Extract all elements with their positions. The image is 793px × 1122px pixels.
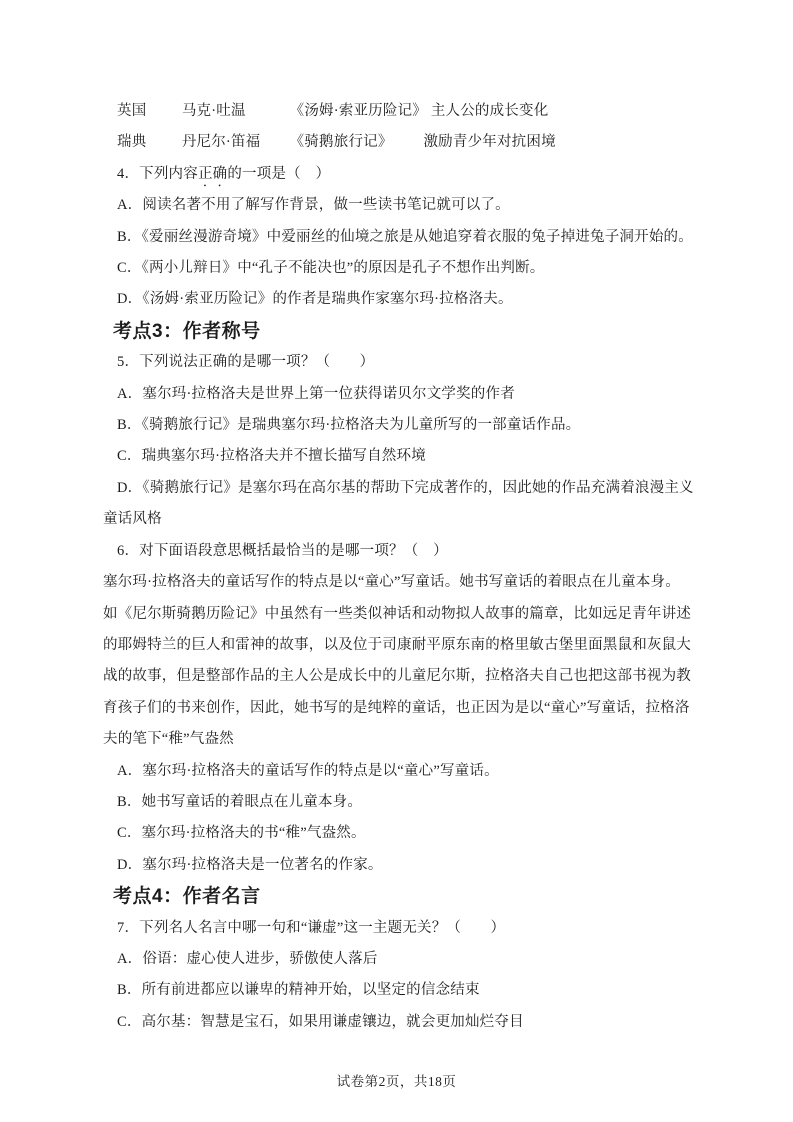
book-info-row	[117, 96, 701, 127]
passage-line: 战的故事，但是整部作品的主人公是成长中的儿童尼尔斯，拉格洛夫自己也把这部书视为教	[103, 668, 691, 685]
book-title-cell: 《骑鹅旅行记》	[289, 134, 393, 151]
question-4-option-c: C．《两小儿辩日》中“孔子不能决也”的原因是孔子不想作出判断。	[117, 260, 545, 277]
question-6-option-d: D．塞尔玛·拉格洛夫是一位著名的作家。	[117, 856, 383, 873]
question-4-option-d: D．《汤姆·索亚历险记》的作者是瑞典作家塞尔玛·拉格洛夫。	[117, 291, 513, 308]
passage-line: 育孩子们的书来创作，因此，她书写的是纯粹的童话，也正因为是以“童心”写童话，拉格洛	[103, 699, 690, 716]
question-4-stem	[117, 159, 701, 190]
passage-line: 夫的笔下“稚”气盎然	[103, 731, 234, 748]
theme-cell: 激励青少年对抗困境	[423, 134, 556, 151]
question-7-stem: 7．下列名人名言中哪一句和“谦虚”这一主题无关？（ ）	[117, 919, 506, 936]
question-6-stem: 6．对下面语段意思概括最恰当的是哪一项？（ ）	[117, 542, 448, 559]
section-heading-4: 考点4：作者名言	[113, 886, 261, 908]
question-5-option-d-wrap: 童话风格	[103, 511, 162, 528]
section-heading-3: 考点3：作者称号	[113, 320, 261, 342]
passage-line: 的耶姆特兰的巨人和雷神的故事，以及位于司康耐平原东南的格里敏古堡里面黑鼠和灰鼠大	[103, 636, 691, 653]
question-4-option-a: A．阅读名著不用了解写作背景，做一些读书笔记就可以了。	[117, 197, 510, 214]
country-cell: 瑞典	[117, 134, 147, 151]
question-6-option-a: A．塞尔玛·拉格洛夫的童话写作的特点是以“童心”写童话。	[117, 762, 499, 779]
author-cell: 马克·吐温	[181, 103, 246, 119]
author-cell: 丹尼尔·笛福	[181, 134, 261, 151]
passage-line: 如《尼尔斯骑鹅历险记》中虽然有一些类似神话和动物拟人故事的篇章，比如远足青年讲述	[103, 605, 691, 622]
book-info-row	[117, 127, 701, 158]
question-5-option-c: C．瑞典塞尔玛·拉格洛夫并不擅长描写自然环境	[117, 448, 426, 465]
question-5-option-d: D．《骑鹅旅行记》是塞尔玛在高尔基的帮助下完成著作的，因此她的作品充满着浪漫主义	[117, 479, 694, 496]
question-4-option-b: B．《爱丽丝漫游奇境》中爱丽丝的仙境之旅是从她追穿着衣服的兔子掉进兔子洞开始的。	[117, 228, 693, 245]
question-7-option-a: A．俗语：虚心使人进步，骄傲使人落后	[117, 950, 378, 967]
question-5-stem: 5．下列说法正确的是哪一项？（ ）	[117, 354, 375, 371]
passage-line: 塞尔玛·拉格洛夫的童话写作的特点是以“童心”写童话。她书写童话的着眼点在儿童本身。	[103, 574, 680, 591]
stem-text: 的一项是（ ）	[227, 165, 331, 182]
question-5-option-b: B．《骑鹅旅行记》是瑞典塞尔玛·拉格洛夫为儿童所写的一部童话作品。	[117, 417, 581, 434]
book-title-cell: 《汤姆·索亚历险记》	[289, 103, 427, 119]
emphasized-text: 正确	[197, 165, 228, 182]
theme-cell: 主人公的成长变化	[430, 103, 549, 119]
page-number-footer: 试卷第2页，共18页	[336, 1074, 457, 1089]
question-6-option-c: C．塞尔玛·拉格洛夫的书“稚”气盎然。	[117, 825, 366, 842]
question-7-option-c: C．高尔基：智慧是宝石，如果用谦虚镶边，就会更加灿烂夺目	[117, 1013, 524, 1030]
question-7-option-b: B．所有前进都应以谦卑的精神开始，以坚定的信念结束	[117, 982, 480, 999]
country-cell: 英国	[117, 103, 147, 119]
stem-text: 4．下列内容	[117, 165, 198, 182]
question-5-option-a: A．塞尔玛·拉格洛夫是世界上第一位获得诺贝尔文学奖的作者	[117, 385, 515, 402]
page-content	[103, 96, 701, 1038]
question-6-option-b: B．她书写童话的着眼点在儿童本身。	[117, 793, 363, 810]
